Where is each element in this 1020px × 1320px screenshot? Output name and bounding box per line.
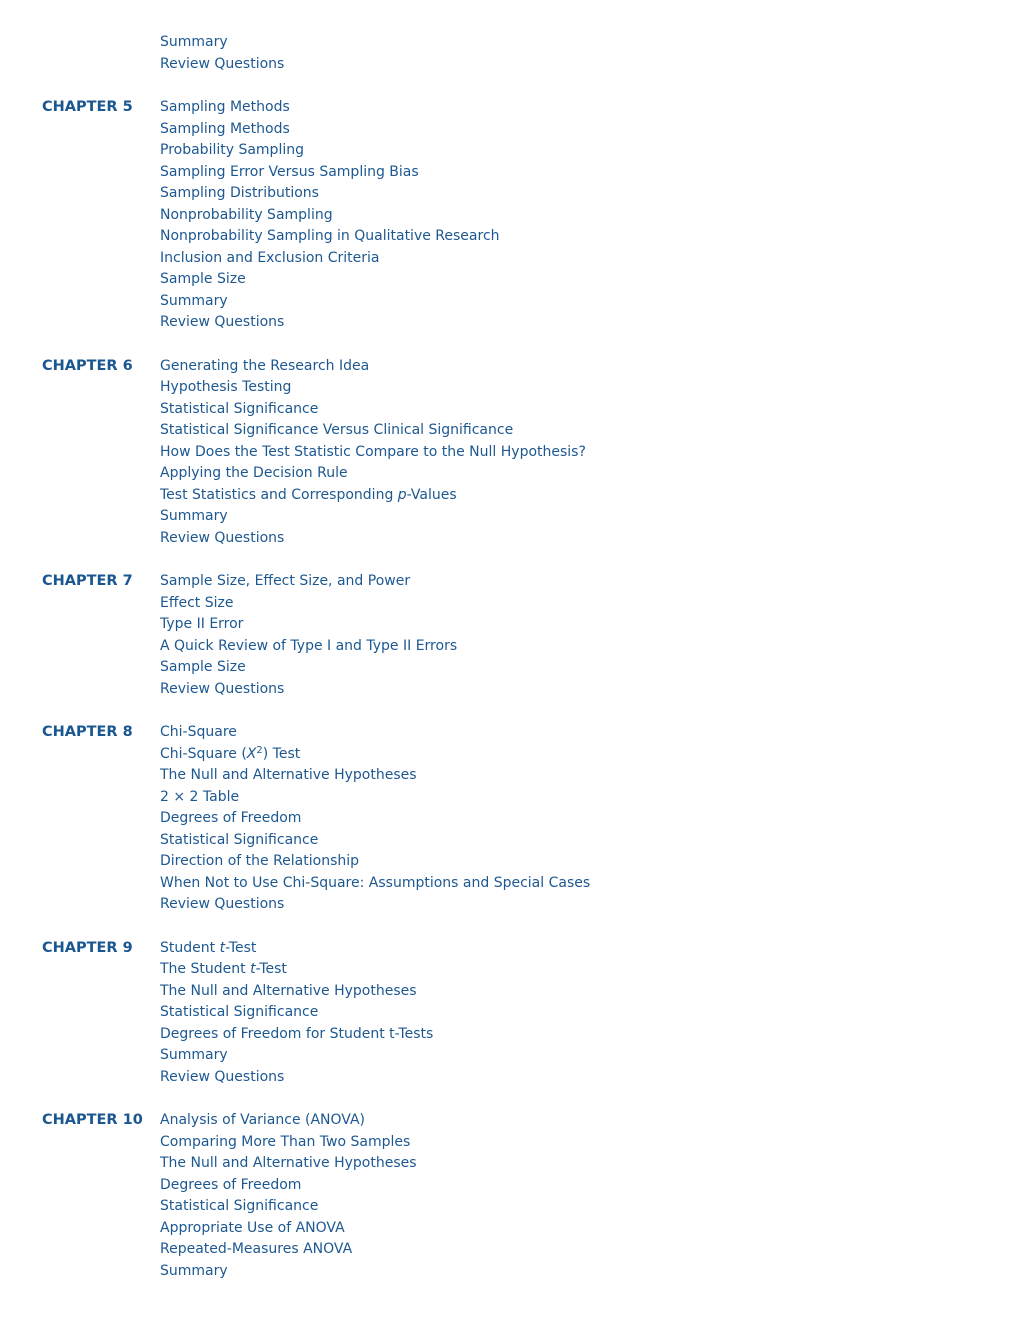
toc-section-chapter-6 [0, 356, 1020, 550]
toc-section-continued [0, 32, 1020, 75]
toc-entry-link[interactable]: Summary [160, 292, 228, 309]
toc-entry-list [160, 97, 1020, 334]
chapter-label: CHAPTER 10 [42, 1112, 143, 1128]
toc-entry-link[interactable]: 2 × 2 Table [160, 788, 240, 805]
toc-entry-link[interactable]: Inclusion and Exclusion Criteria [160, 249, 380, 266]
toc-entry-link[interactable]: Review Questions [160, 529, 285, 546]
toc-entry-link[interactable]: Probability Sampling [160, 142, 304, 158]
toc-entry-link[interactable]: Degrees of Freedom [160, 810, 302, 826]
toc-entry-link[interactable]: Sample Size, Effect Size, and Power [160, 573, 411, 589]
toc-entry-link[interactable]: How Does the Test Statistic Compare to the Null Hypothesis? [160, 443, 586, 460]
toc-entry-link[interactable]: The Student t-Test [160, 961, 287, 977]
toc-entry-link[interactable]: The Null and Alternative Hypotheses [160, 767, 417, 783]
toc-entry-link[interactable]: Summary [160, 1262, 228, 1279]
toc-section-chapter-7 [0, 571, 1020, 700]
toc-entry-link[interactable]: Applying the Decision Rule [160, 465, 348, 481]
toc-entry-link[interactable]: Review Questions [160, 896, 285, 912]
toc-entry-link[interactable]: Statistical Significance [160, 400, 319, 417]
toc-entry-link[interactable]: Analysis of Variance (ANOVA) [160, 1112, 366, 1128]
toc-entry-link[interactable]: Sample Size [160, 659, 246, 675]
toc-entry-link[interactable]: Sampling Methods [160, 120, 290, 137]
toc-entry-link[interactable]: Review Questions [160, 1068, 285, 1085]
toc-entry-link[interactable]: When Not to Use Chi-Square: Assumptions and Special Cases [160, 874, 591, 891]
toc-entry-link[interactable]: Degrees of Freedom for Student t-Tests [160, 1025, 434, 1042]
chapter-label: CHAPTER 5 [42, 99, 133, 115]
toc-entry-link[interactable]: Sampling Methods [160, 99, 290, 115]
toc-entry-link[interactable]: Nonprobability Sampling [160, 206, 333, 223]
toc-entry-link[interactable]: The Null and Alternative Hypotheses [160, 982, 417, 999]
toc-entry-list [160, 356, 1020, 550]
toc-entry-link[interactable]: Statistical Significance [160, 1004, 319, 1020]
toc-entry-link[interactable]: Summary [160, 1047, 228, 1063]
toc-entry-link[interactable]: Degrees of Freedom [160, 1176, 302, 1193]
toc-entry-link[interactable]: Chi-Square $(X^2)$ Test [160, 744, 301, 762]
toc-entry-link[interactable]: Generating the Research Idea [160, 357, 370, 374]
toc-entry-link[interactable]: Review Questions [160, 680, 285, 697]
toc-entry-link[interactable]: Student t-Test [160, 939, 257, 956]
chapter-label: CHAPTER 6 [42, 357, 133, 374]
toc-entry-link[interactable]: Chi-Square [160, 724, 237, 740]
toc-entry-list [160, 571, 1020, 700]
toc-entry-list [160, 722, 1020, 916]
table-of-contents [0, 32, 1020, 1304]
toc-section-chapter-8 [0, 722, 1020, 916]
toc-entry-link[interactable]: Comparing More Than Two Samples [160, 1133, 411, 1150]
toc-entry-link[interactable]: Effect Size [160, 594, 234, 611]
toc-entry-link[interactable]: Nonprobability Sampling in Qualitative Research [160, 228, 500, 244]
toc-entry-link[interactable]: Hypothesis Testing [160, 379, 292, 395]
toc-entry-link[interactable]: Sampling Distributions [160, 185, 319, 201]
toc-section-chapter-10 [0, 1110, 1020, 1282]
toc-entry-link[interactable]: Test Statistics and Corresponding p-Values [160, 486, 457, 503]
chapter-label: CHAPTER 7 [42, 573, 133, 589]
toc-entry-list [160, 32, 1020, 75]
toc-section-chapter-5 [0, 97, 1020, 334]
toc-entry-link[interactable]: Statistical Significance [160, 831, 319, 848]
toc-entry-link[interactable]: Review Questions [160, 55, 285, 72]
toc-entry-link[interactable]: Appropriate Use of ANOVA [160, 1219, 345, 1236]
chapter-label: CHAPTER 8 [42, 724, 133, 740]
toc-entry-link[interactable]: Summary [160, 508, 228, 524]
toc-entry-link[interactable]: Statistical Significance Versus Clinical Significance [160, 422, 514, 438]
toc-entry-link[interactable]: The Null and Alternative Hypotheses [160, 1155, 417, 1171]
toc-entry-list [160, 1110, 1020, 1282]
toc-entry-link[interactable]: Repeated-Measures ANOVA [160, 1241, 353, 1257]
toc-entry-link[interactable]: Type II Error [160, 616, 244, 632]
chapter-label: CHAPTER 9 [42, 939, 133, 956]
toc-entry-link[interactable]: Sampling Error Versus Sampling Bias [160, 163, 419, 180]
toc-entry-link[interactable]: Review Questions [160, 314, 285, 330]
toc-entry-link[interactable]: Direction of the Relationship [160, 853, 360, 869]
toc-entry-link[interactable]: A Quick Review of Type I and Type II Errors [160, 637, 458, 654]
toc-entry-link[interactable]: Summary [160, 34, 228, 50]
toc-section-chapter-9 [0, 938, 1020, 1089]
toc-entry-link[interactable]: Statistical Significance [160, 1198, 319, 1214]
toc-entry-list [160, 938, 1020, 1089]
toc-entry-link[interactable]: Sample Size [160, 271, 246, 287]
